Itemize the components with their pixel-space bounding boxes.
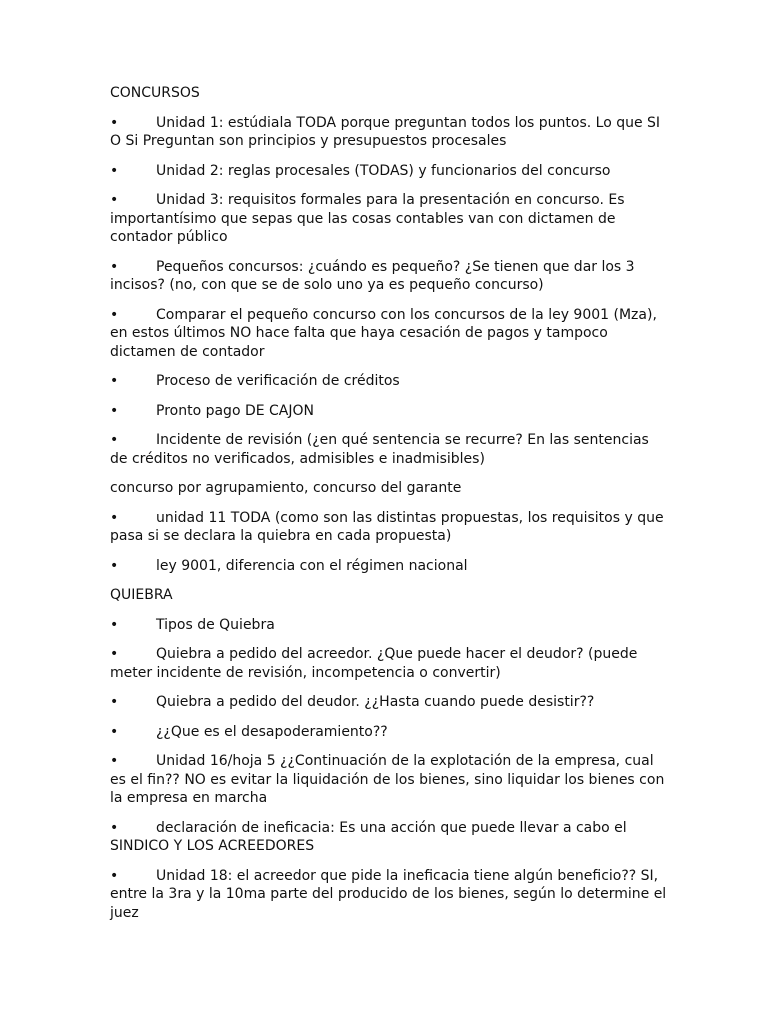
plain-paragraph: concurso por agrupamiento, concurso del garante (110, 480, 462, 496)
list-item (110, 431, 670, 468)
list-item-text: Pronto pago DE CAJON (156, 402, 315, 419)
bullet-icon: • (110, 819, 119, 836)
list-item-text: Comparar el pequeño concurso con los concursos de la ley 9001 (Mza), en estos últimos NO hace falta que haya cesación de pagos y tampoco dictamen de contador (110, 306, 657, 360)
list-item-text: Unidad 3: requisitos formales para la presentación en concurso. Es importantísimo que sepas que las cosas contables van con dictamen de contador público (110, 192, 625, 245)
bullet-icon: • (110, 557, 119, 574)
list-item-text: Quiebra a pedido del acreedor. ¿Que puede hacer el deudor? (puede meter incidente de revisión, incompetencia o convertir) (110, 646, 638, 681)
bullet-icon: • (110, 192, 119, 208)
list-item (110, 557, 670, 576)
list-item (110, 693, 670, 712)
bullet-icon: • (110, 258, 119, 275)
bullet-icon: • (110, 616, 119, 633)
list-item-text: Unidad 2: reglas procesales (TODAS) y funcionarios del concurso (156, 162, 611, 179)
bullet-icon: • (110, 509, 119, 526)
list-item-text: declaración de ineficacia: Es una acción que puede llevar a cabo el SINDICO Y LOS ACREEDORES (110, 819, 627, 854)
section-heading: CONCURSOS (110, 85, 200, 101)
bullet-icon: • (110, 646, 119, 662)
list-item (110, 509, 670, 546)
bullet-icon: • (110, 432, 119, 448)
list-item-text: Quiebra a pedido del deudor. ¿¿Hasta cuando puede desistir?? (156, 694, 595, 710)
list-item (110, 867, 670, 923)
section-heading: QUIEBRA (110, 587, 173, 603)
list-item (110, 645, 670, 682)
bullet-icon: • (110, 373, 119, 389)
list-item-text: unidad 11 TODA (como son las distintas propuestas, los requisitos y que pasa si se declara la quiebra en cada propuesta) (110, 509, 664, 544)
list-item (110, 162, 670, 181)
list-item (110, 819, 670, 856)
list-item-text: ley 9001, diferencia con el régimen nacional (156, 557, 468, 574)
list-item (110, 616, 670, 635)
bullet-icon: • (110, 723, 119, 740)
list-item (110, 723, 670, 742)
bullet-icon: • (110, 753, 119, 769)
bullet-icon: • (110, 402, 119, 419)
document-page (110, 84, 670, 933)
list-item-text: Proceso de verificación de créditos (156, 373, 400, 389)
list-item-text: Unidad 16/hoja 5 ¿¿Continuación de la explotación de la empresa, cual es el fin?? NO es evitar la liquidación de los bienes, sino liquidar los bienes con la empresa en marcha (110, 753, 665, 806)
list-item (110, 258, 670, 295)
list-item (110, 191, 670, 247)
list-item-text: Pequeños concursos: ¿cuándo es pequeño? ¿Se tienen que dar los 3 incisos? (no, con que se de solo uno ya es pequeño concurso) (110, 258, 635, 293)
list-item (110, 402, 670, 421)
list-item-text: ¿¿Que es el desapoderamiento?? (156, 723, 388, 740)
bullet-icon: • (110, 114, 119, 131)
bullet-icon: • (110, 867, 119, 884)
list-item (110, 372, 670, 391)
list-item-text: Unidad 18: el acreedor que pide la ineficacia tiene algún beneficio?? SI, entre la 3ra y la 10ma parte del producido de los bienes, según lo determine el juez (110, 867, 667, 921)
list-item (110, 752, 670, 808)
list-item-text: Incidente de revisión (¿en qué sentencia se recurre? En las sentencias de créditos no verificados, admisibles e inadmisibles) (110, 432, 649, 467)
list-item-text: Unidad 1: estúdiala TODA porque preguntan todos los puntos. Lo que SI O Si Preguntan son principios y presupuestos procesales (110, 114, 661, 149)
list-item (110, 114, 670, 151)
bullet-icon: • (110, 306, 119, 323)
bullet-icon: • (110, 162, 119, 179)
list-item (110, 306, 670, 362)
bullet-icon: • (110, 694, 119, 710)
list-item-text: Tipos de Quiebra (156, 616, 275, 633)
